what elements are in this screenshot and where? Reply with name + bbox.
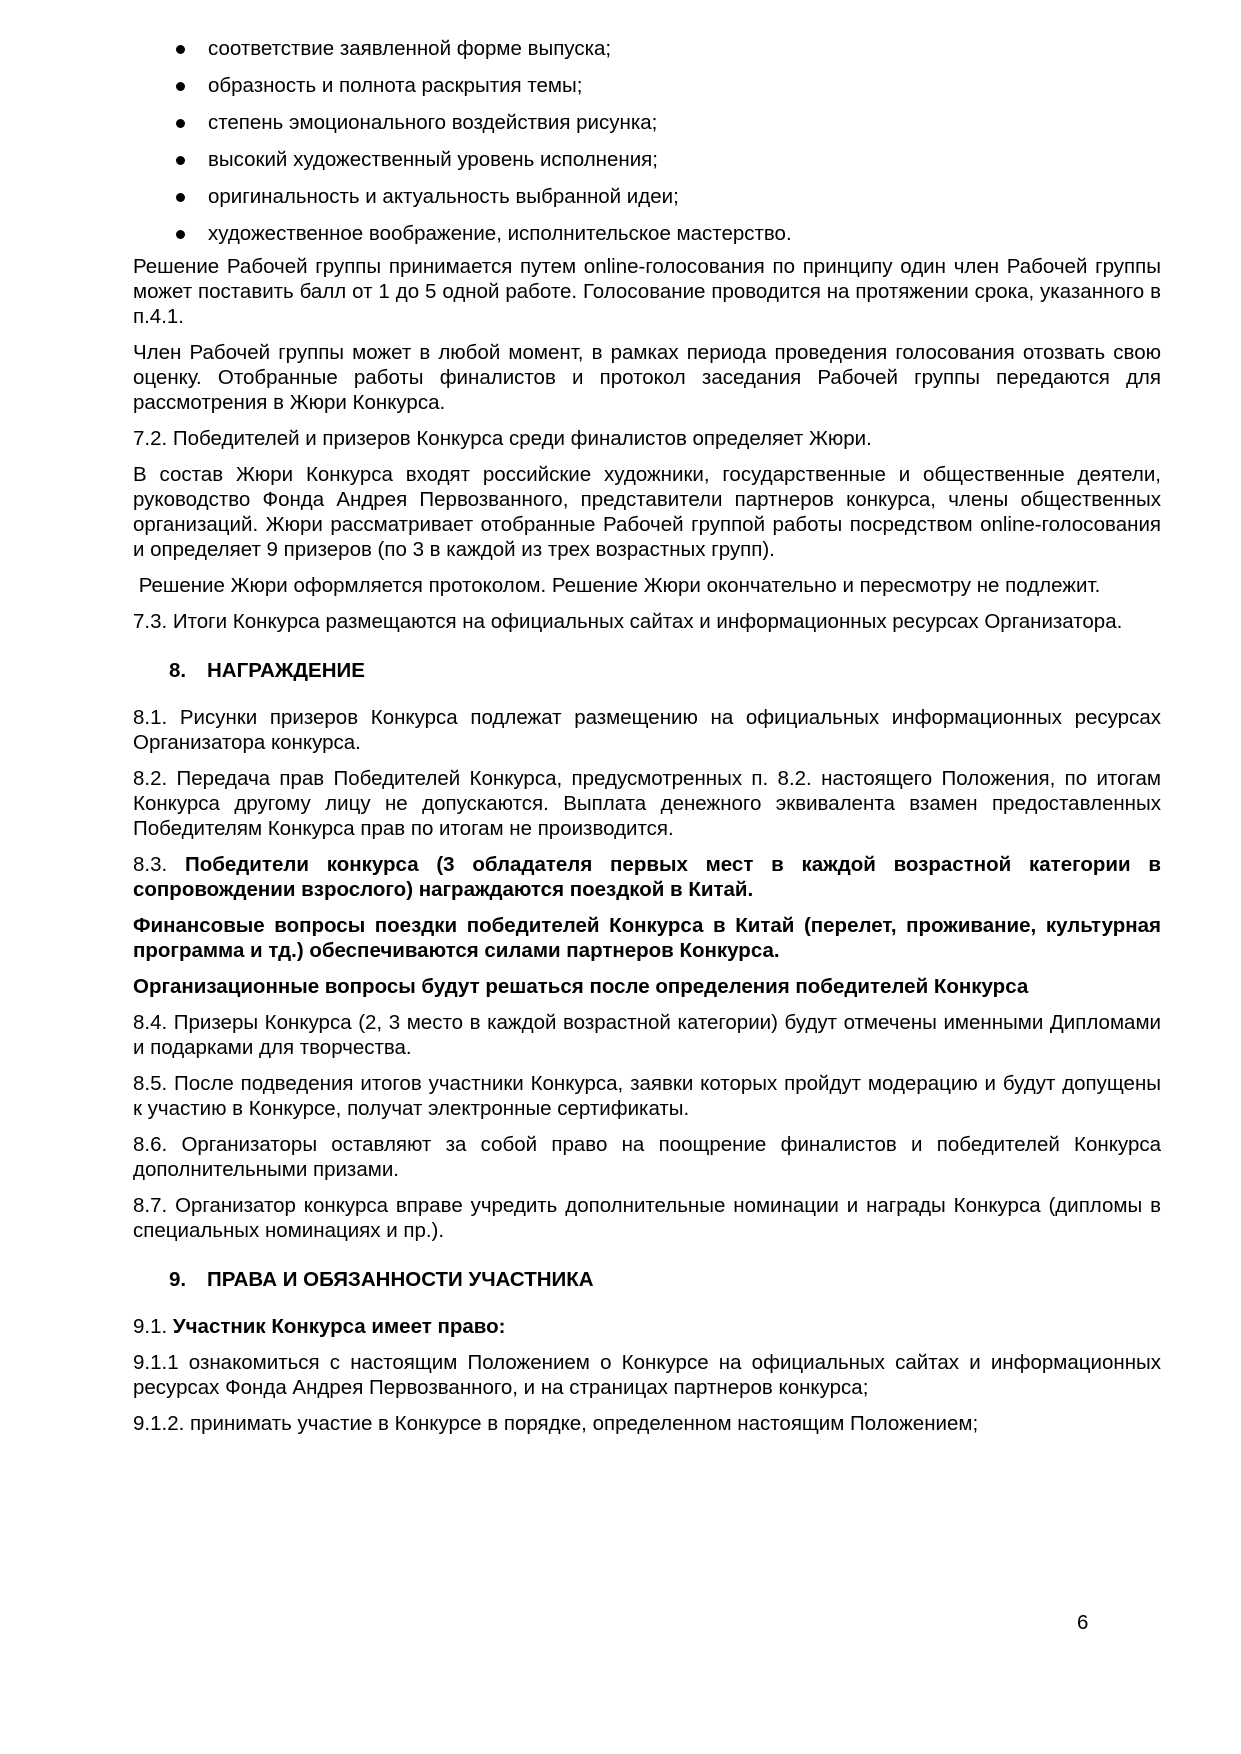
paragraph-organization: Организационные вопросы будут решаться после определения победителей Конкурса bbox=[133, 975, 1029, 998]
section-title: НАГРАЖДЕНИЕ bbox=[207, 659, 365, 682]
paragraph-8-4: 8.4. Призеры Конкурса (2, 3 место в каждой возрастной категории) будут отмечены именными Дипломами и подарками для творчества. bbox=[133, 1011, 1161, 1059]
paragraph-8-3 bbox=[133, 852, 1161, 902]
paragraph-member: Член Рабочей группы может в любой момент, в рамках периода проведения голосования отозвать свою оценку. Отобранные работы финалистов и протокол заседания Рабочей группы передаются для рассмотрения в Жюри Конкурса. bbox=[133, 341, 1161, 414]
paragraph-finance: Финансовые вопросы поездки победителей Конкурса в Китай (перелет, проживание, культурная программа и тд.) обеспечиваются силами партнеров Конкурса. bbox=[133, 914, 1161, 962]
list-item-text: степень эмоционального воздействия рисунка; bbox=[208, 111, 658, 134]
paragraph-8-7: 8.7. Организатор конкурса вправе учредить дополнительные номинации и награды Конкурса (дипломы в специальных номинациях и пр.). bbox=[133, 1194, 1161, 1242]
bullet-icon bbox=[176, 156, 185, 165]
list-item-text: оригинальность и актуальность выбранной идеи; bbox=[208, 185, 679, 208]
bullet-icon bbox=[176, 119, 185, 128]
list-item bbox=[133, 73, 1161, 98]
bullet-icon bbox=[176, 230, 185, 239]
list-item-text: образность и полнота раскрытия темы; bbox=[208, 74, 583, 97]
paragraph-jury: В состав Жюри Конкурса входят российские художники, государственные и общественные деятели, руководство Фонда Андрея Первозванного, представители партнеров конкурса, члены общественных организаций. Жюри рассматривает отобранные Рабочей группой работы посредством online-голосования и определяет 9 призеров (по 3 в каждой из трех возрастных групп). bbox=[133, 463, 1161, 561]
list-item-text: художественное воображение, исполнительское мастерство. bbox=[208, 222, 792, 245]
paragraph-bold-text: Победители конкурса (3 обладателя первых мест в каждой возрастной категории в сопровождении взрослого) награждаются поездкой в Китай. bbox=[133, 853, 1161, 901]
paragraph-decision: Решение Рабочей группы принимается путем online-голосования по принципу один член Рабочей группы может поставить балл от 1 до 5 одной работе. Голосование проводится на протяжении срока, указанного в п.4.1. bbox=[133, 255, 1161, 328]
criteria-list bbox=[133, 36, 1161, 246]
paragraph-7-2: 7.2. Победителей и призеров Конкурса среди финалистов определяет Жюри. bbox=[133, 427, 872, 450]
list-item bbox=[133, 110, 1161, 135]
section-title: ПРАВА И ОБЯЗАННОСТИ УЧАСТНИКА bbox=[207, 1268, 594, 1291]
paragraph-8-5: 8.5. После подведения итогов участники Конкурса, заявки которых пройдут модерацию и будут допущены к участию в Конкурсе, получат электронные сертификаты. bbox=[133, 1072, 1161, 1120]
bullet-icon bbox=[176, 82, 185, 91]
bullet-icon bbox=[176, 45, 185, 54]
paragraph-9-1-1: 9.1.1 ознакомиться с настоящим Положением о Конкурсе на официальных сайтах и информационных ресурсах Фонда Андрея Первозванного, и на страницах партнеров конкурса; bbox=[133, 1351, 1161, 1399]
section-number: 9. bbox=[169, 1268, 187, 1291]
paragraph-8-1: 8.1. Рисунки призеров Конкурса подлежат размещению на официальных информационных ресурсах Организатора конкурса. bbox=[133, 706, 1161, 754]
section-heading-9 bbox=[133, 1267, 1161, 1292]
section-number: 8. bbox=[169, 659, 187, 682]
paragraph-7-3: 7.3. Итоги Конкурса размещаются на официальных сайтах и информационных ресурсах Организатора. bbox=[133, 610, 1123, 633]
paragraph-9-1-2: 9.1.2. принимать участие в Конкурсе в порядке, определенном настоящим Положением; bbox=[133, 1412, 979, 1435]
paragraph-8-2: 8.2. Передача прав Победителей Конкурса, предусмотренных п. 8.2. настоящего Положения, по итогам Конкурса другому лицу не допускаются. Выплата денежного эквивалента взамен предоставленных Победителям Конкурса прав по итогам не производится. bbox=[133, 767, 1161, 840]
paragraph-8-6: 8.6. Организаторы оставляют за собой право на поощрение финалистов и победителей Конкурса дополнительными призами. bbox=[133, 1133, 1161, 1181]
list-item-text: соответствие заявленной форме выпуска; bbox=[208, 37, 612, 60]
paragraph-prefix: 9.1. bbox=[133, 1315, 173, 1338]
section-heading-8 bbox=[133, 658, 1161, 683]
paragraph-9-1 bbox=[133, 1314, 1161, 1339]
document-page bbox=[133, 36, 1161, 1447]
list-item bbox=[133, 36, 1161, 61]
list-item-text: высокий художественный уровень исполнения; bbox=[208, 148, 658, 171]
paragraph-prefix: 8.3. bbox=[133, 853, 185, 876]
list-item bbox=[133, 147, 1161, 172]
list-item bbox=[133, 184, 1161, 209]
bullet-icon bbox=[176, 193, 185, 202]
paragraph-jury-decision: Решение Жюри оформляется протоколом. Решение Жюри окончательно и пересмотру не подлежит. bbox=[133, 574, 1101, 597]
paragraph-bold-text: Участник Конкурса имеет право: bbox=[172, 1315, 506, 1338]
list-item bbox=[133, 221, 1161, 246]
page-number: 6 bbox=[1077, 1611, 1089, 1634]
